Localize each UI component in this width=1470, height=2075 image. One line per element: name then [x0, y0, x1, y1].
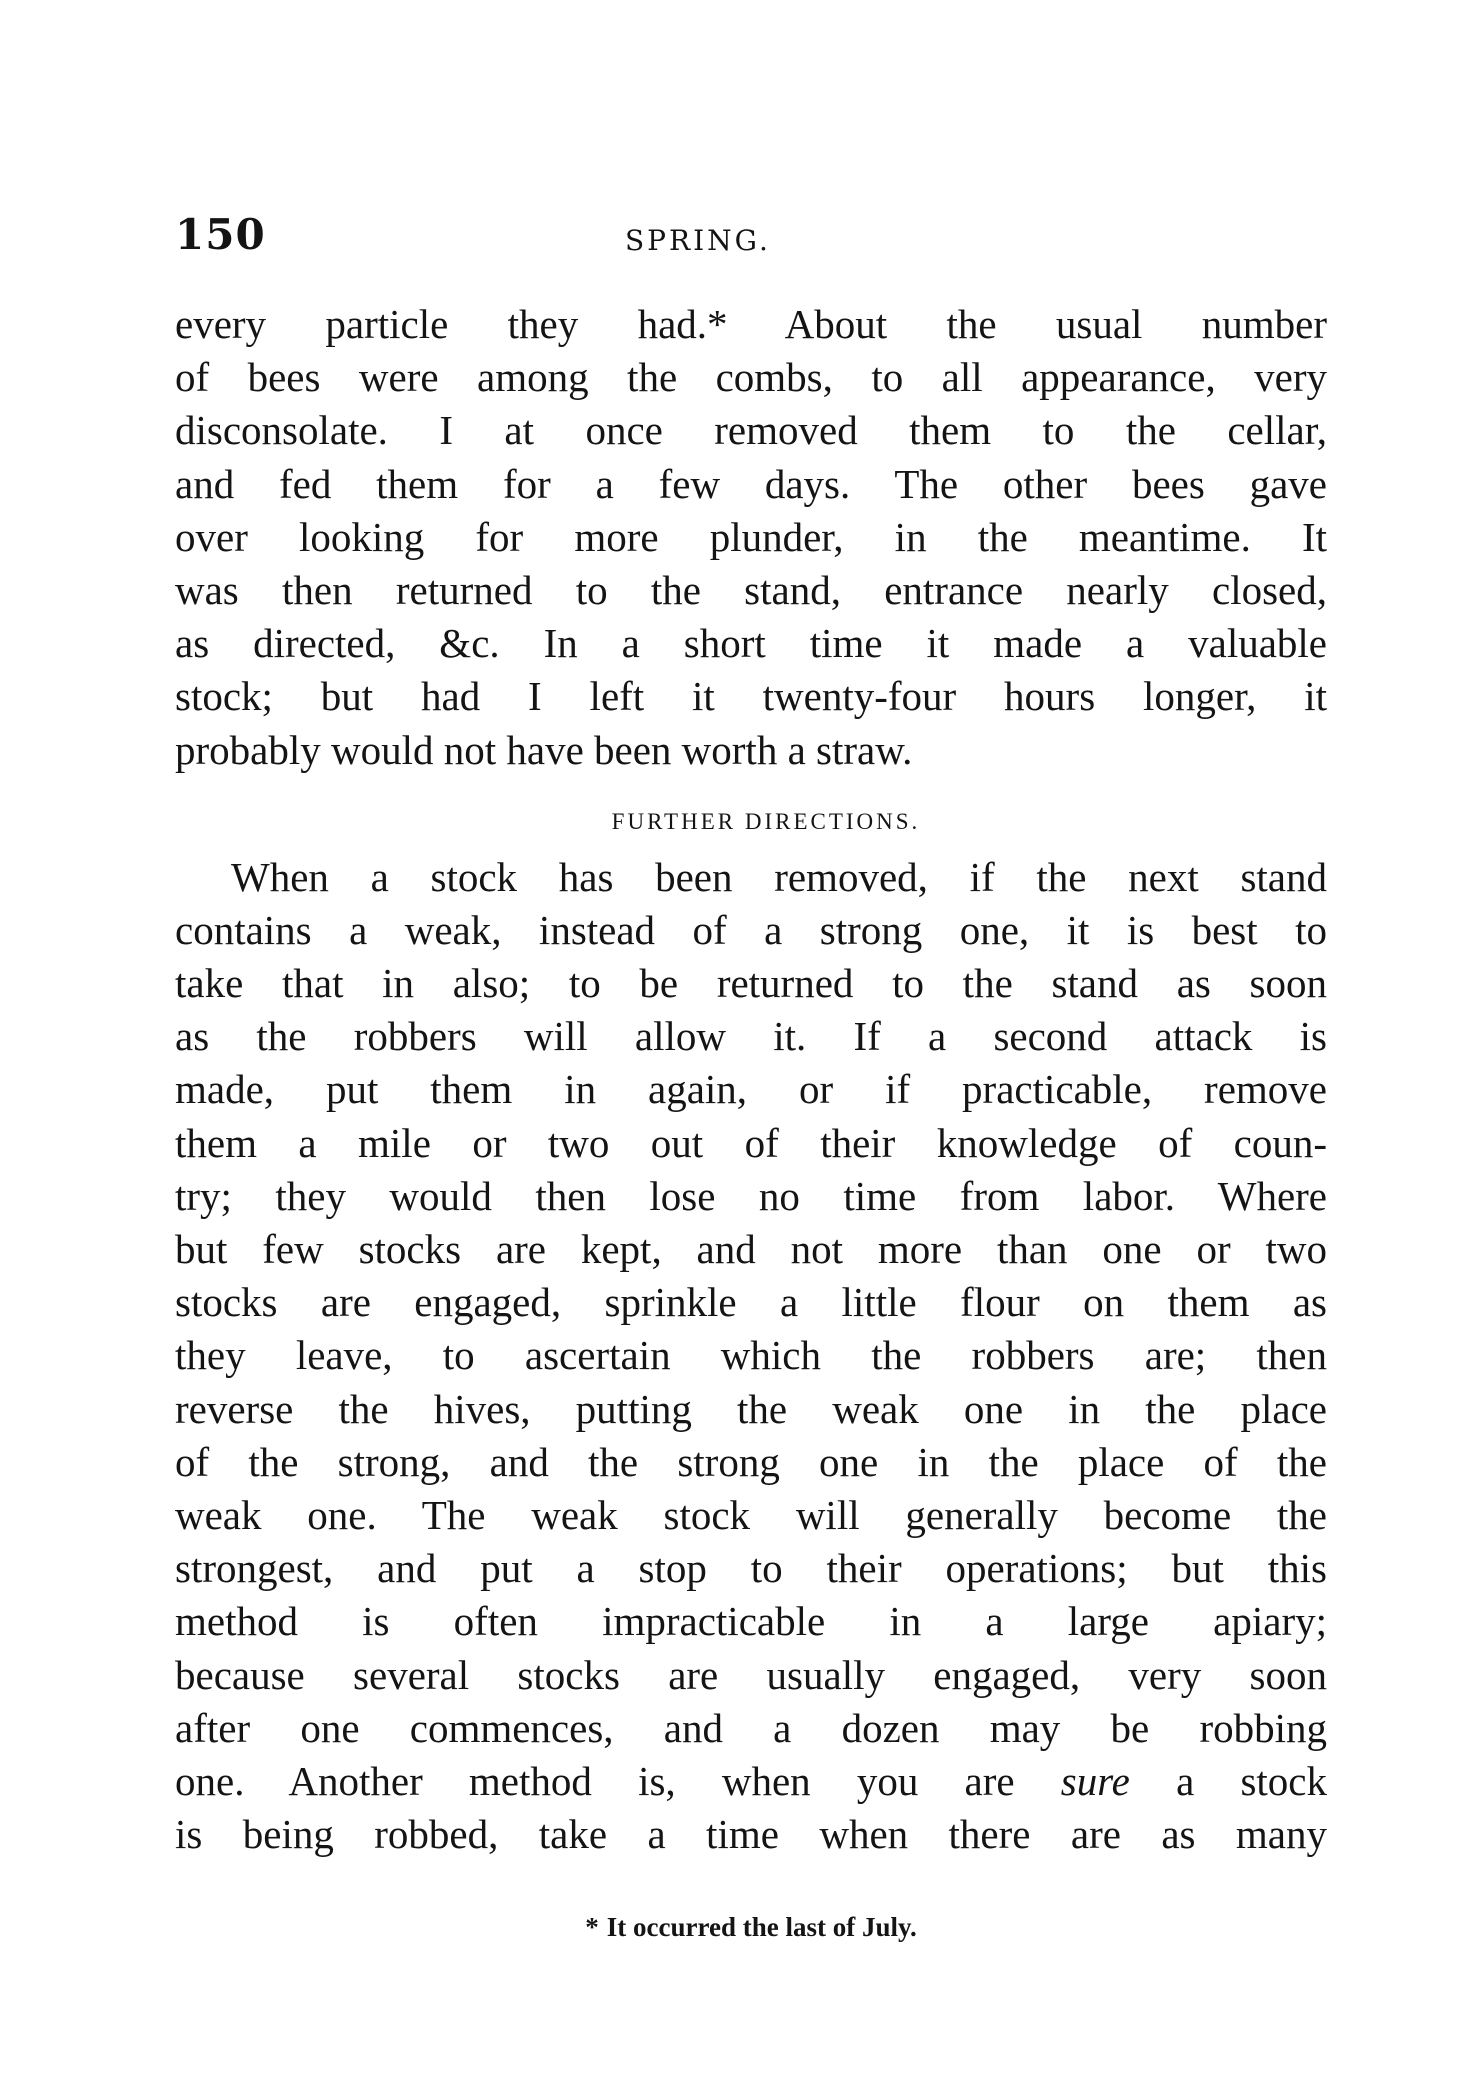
footnote-mark: *	[585, 1912, 599, 1942]
text-line: method is often impracticable in a large apiary;	[175, 1598, 1327, 1645]
text-line: made, put them in again, or if practicable, remove	[175, 1066, 1327, 1113]
italic-word: sure	[1060, 1757, 1130, 1804]
text-line: weak one. The weak stock will generally become the	[175, 1491, 1327, 1538]
text-line: probably would not have been worth a straw.	[175, 726, 913, 773]
text-line: as the robbers will allow it. If a second attack is	[175, 1013, 1327, 1060]
text-line: and fed them for a few days. The other bees gave	[175, 460, 1327, 507]
text-line: every particle they had.* About the usual number	[175, 301, 1327, 347]
text-line: stocks are engaged, sprinkle a little flour on them as	[175, 1279, 1327, 1326]
text-segment: one. Another method is, when you are	[175, 1757, 1061, 1804]
section-heading: FURTHER DIRECTIONS.	[611, 808, 921, 834]
footnote	[175, 1912, 1327, 1943]
footnote-text: It occurred the last of July.	[606, 1912, 917, 1942]
text-line: over looking for more plunder, in the meantime. It	[175, 513, 1327, 560]
text-line: them a mile or two out of their knowledge of coun-	[175, 1119, 1327, 1166]
text-line: after one commences, and a dozen may be robbing	[175, 1704, 1327, 1751]
text-line: strongest, and put a stop to their operations; but this	[175, 1545, 1327, 1592]
page-number: 150	[175, 210, 266, 259]
text-line: When a stock has been removed, if the next stand	[231, 853, 1327, 900]
body-text	[175, 298, 1327, 1861]
text-line: as directed, &c. In a short time it made a valuable	[175, 620, 1327, 667]
text-segment: a stock	[1129, 1757, 1327, 1804]
text-line: of the strong, and the strong one in the place of the	[175, 1438, 1327, 1485]
text-line: reverse the hives, putting the weak one in the place	[175, 1385, 1327, 1432]
text-line: but few stocks are kept, and not more than one or two	[175, 1226, 1327, 1272]
text-line: of bees were among the combs, to all appearance, very	[175, 354, 1327, 401]
text-line: they leave, to ascertain which the robbers are; then	[175, 1332, 1327, 1379]
text-line: disconsolate. I at once removed them to the cellar,	[175, 407, 1327, 454]
text-line: was then returned to the stand, entrance nearly closed,	[175, 566, 1327, 613]
text-line: is being robbed, take a time when there are as many	[175, 1811, 1327, 1858]
text-line: stock; but had I left it twenty-four hours longer, it	[175, 673, 1327, 720]
running-title: SPRING.	[625, 224, 771, 257]
text-line: because several stocks are usually engaged, very soon	[175, 1651, 1327, 1698]
text-line: take that in also; to be returned to the stand as soon	[175, 960, 1327, 1007]
text-line: try; they would then lose no time from labor. Where	[175, 1172, 1327, 1219]
running-head	[175, 210, 1325, 270]
text-line-with-italic	[175, 1755, 1327, 1808]
text-line: contains a weak, instead of a strong one, it is best to	[175, 906, 1327, 953]
